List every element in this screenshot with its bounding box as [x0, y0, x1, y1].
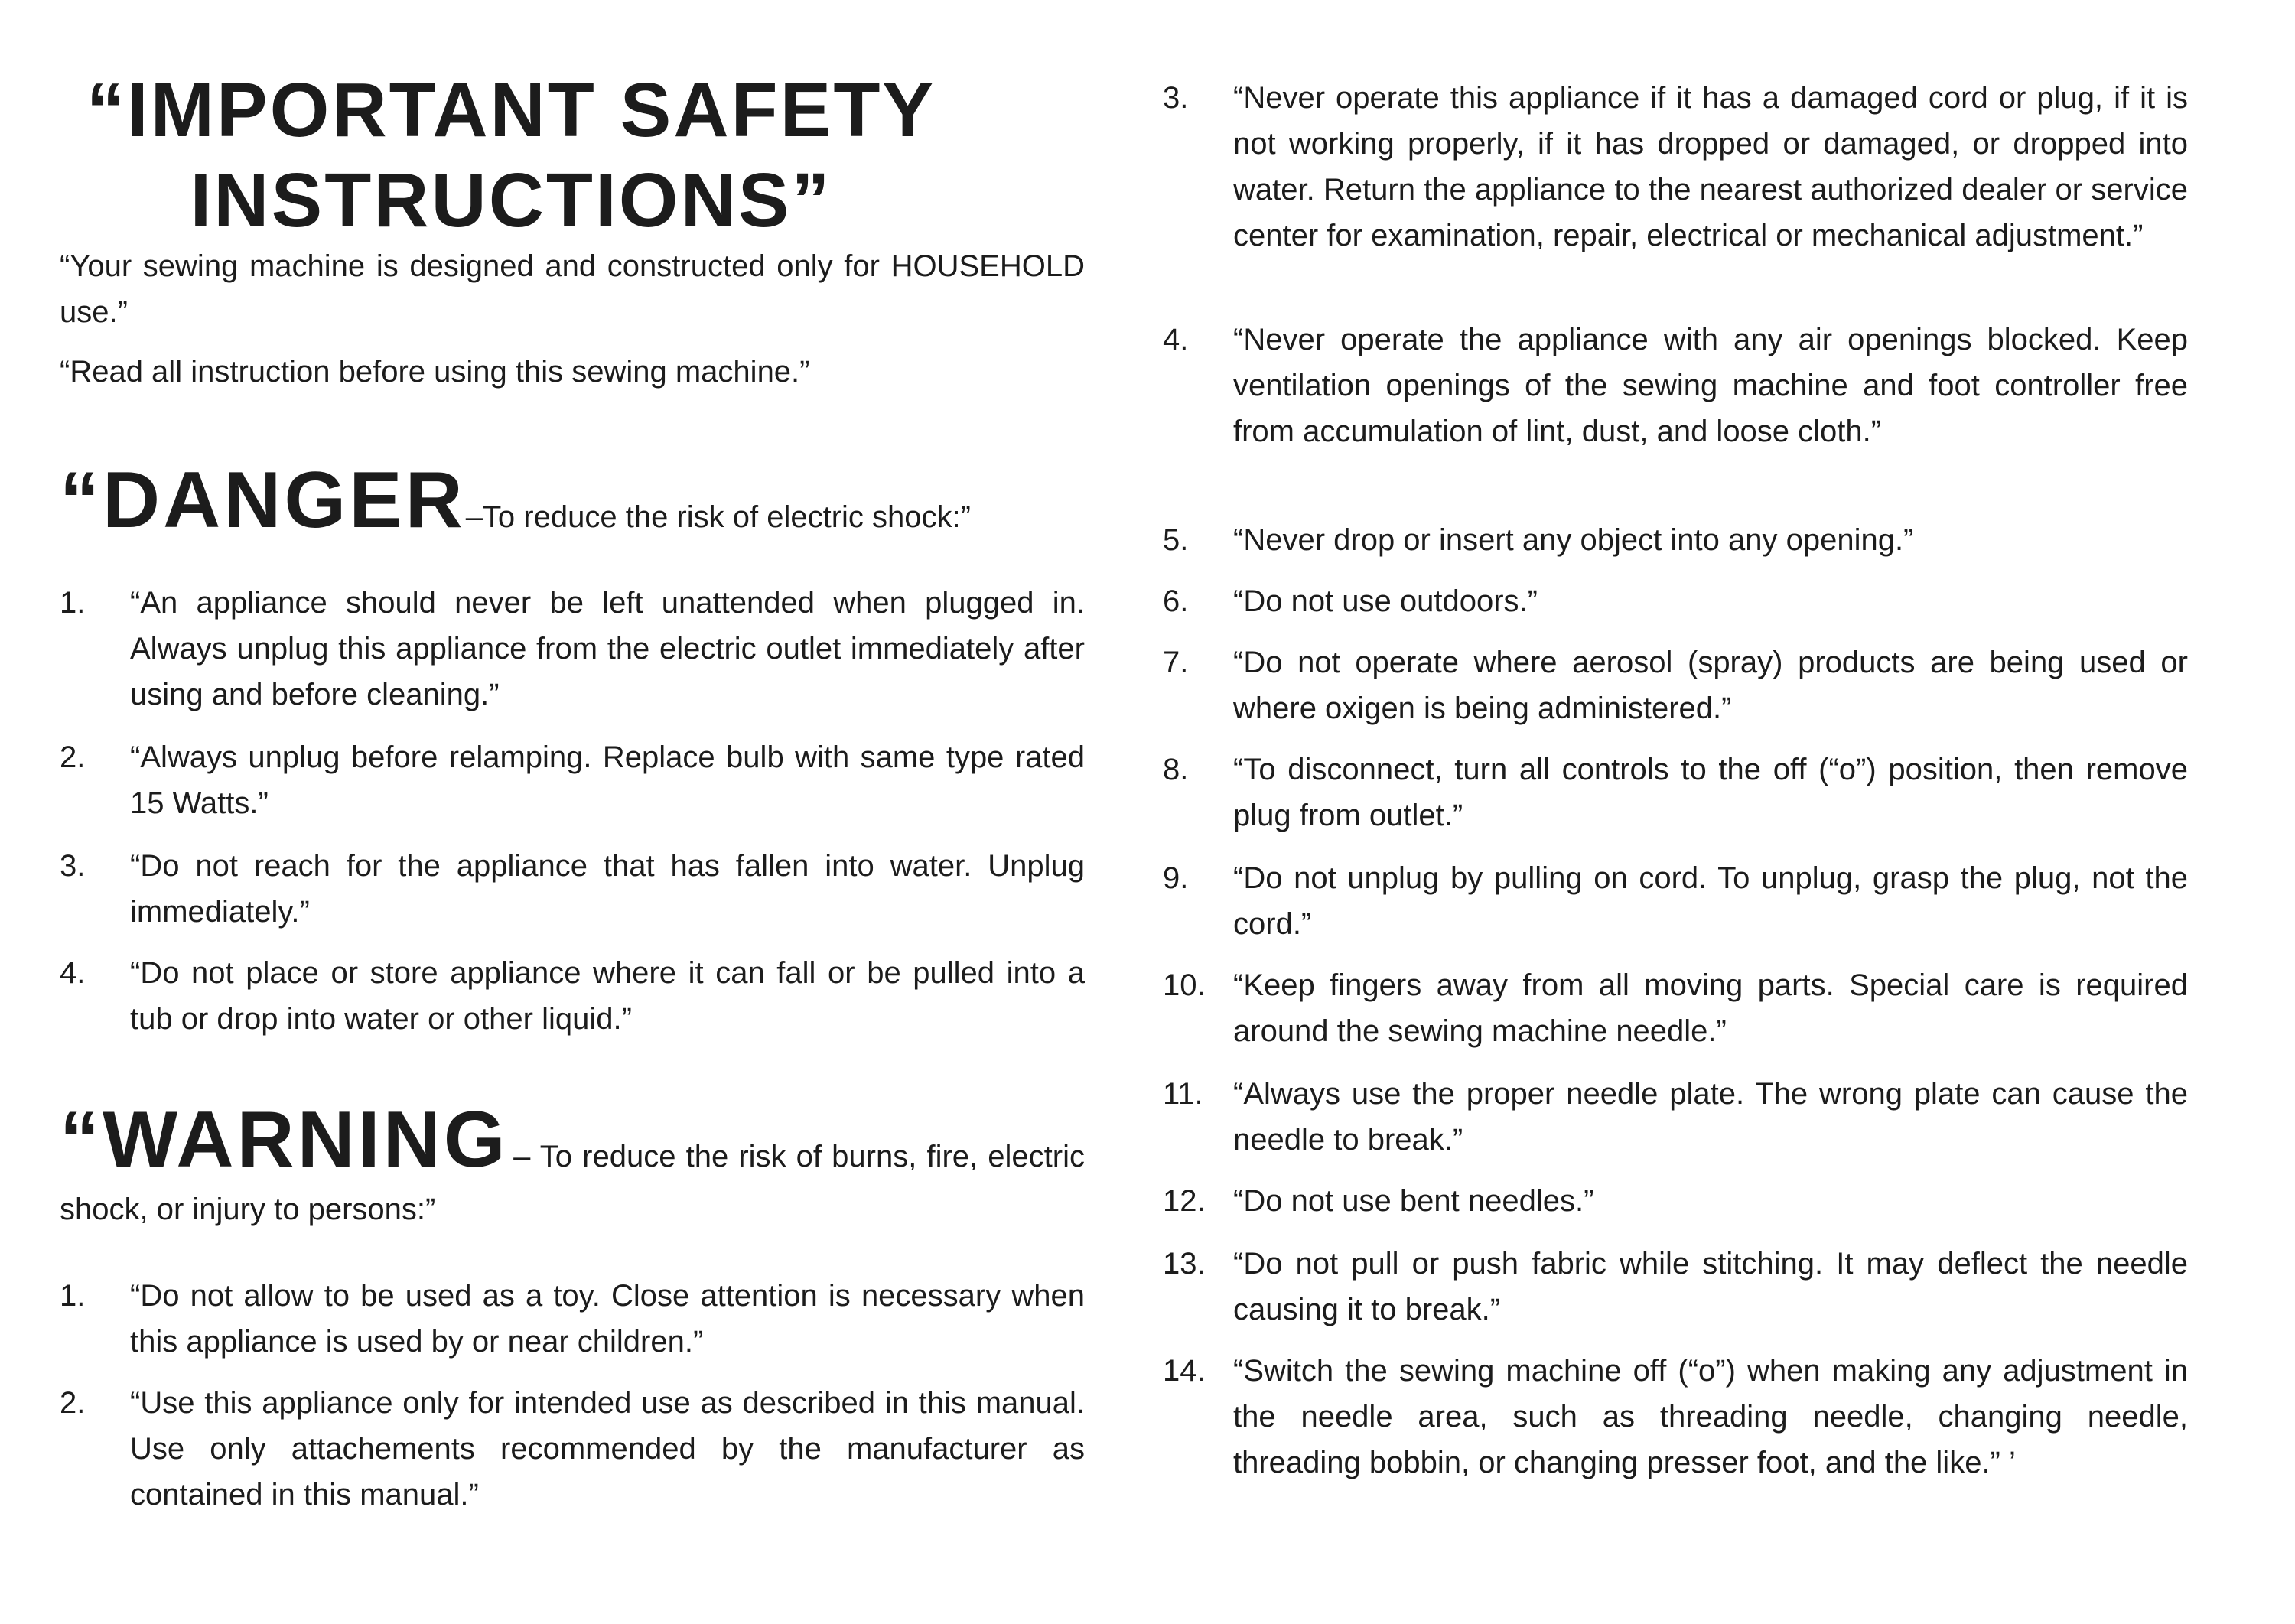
- item-text: “Always unplug before relamping. Replace bulb with same type rated 15 Watts.”: [130, 740, 1085, 820]
- warning-heading-subtitle: – To reduce the risk of burns, fire, electric shock, or injury to persons:”: [60, 1140, 1085, 1226]
- item-number: 8.: [1163, 753, 1189, 786]
- page-title-line-2: INSTRUCTIONS”: [190, 158, 832, 243]
- item-number: 4.: [60, 956, 86, 990]
- intro-read-instructions: “Read all instruction before using this sewing machine.”: [60, 355, 810, 389]
- danger-heading-title: “DANGER: [60, 456, 466, 545]
- item-text: “Do not use bent needles.”: [1233, 1184, 1594, 1218]
- item-number: 5.: [1163, 523, 1189, 557]
- item-number: 14.: [1163, 1354, 1206, 1388]
- item-number: 11.: [1163, 1077, 1203, 1111]
- item-number: 7.: [1163, 646, 1189, 679]
- item-text: “Never operate this appliance if it has a damaged cord or plug, if it is not working properly, if it has dropped or damaged, or dropped into water. Return the appliance to the nearest authorized dealer or service center for examination, repair, electrical or mechanical adjustment.”: [1233, 81, 2188, 252]
- intro-household-use: “Your sewing machine is designed and constructed only for HOUSEHOLD use.”: [60, 249, 1085, 329]
- item-number: 2.: [60, 1386, 86, 1420]
- item-number: 13.: [1163, 1247, 1206, 1281]
- item-text: “Do not allow to be used as a toy. Close attention is necessary when this appliance is used by or near children.”: [130, 1279, 1085, 1359]
- item-number: 12.: [1163, 1184, 1206, 1218]
- item-text: “Use this appliance only for intended use as described in this manual. Use only attachements recommended by the manufacturer as contained in this manual.”: [130, 1386, 1085, 1512]
- item-text: “Do not use outdoors.”: [1233, 584, 1538, 618]
- item-number: 3.: [60, 849, 86, 883]
- item-text: “Keep fingers away from all moving parts. Special care is required around the sewing machine needle.”: [1233, 968, 2188, 1048]
- item-text: “Never operate the appliance with any air openings blocked. Keep ventilation openings of the sewing machine and foot controller free from accumulation of lint, dust, and loose cloth.”: [1233, 323, 2188, 448]
- item-text: “Switch the sewing machine off (“o”) when making any adjustment in the needle area, such as threading needle, changing needle, threading bobbin, or changing presser foot, and the like.” ’: [1233, 1354, 2188, 1479]
- warning-heading-title: “WARNING: [60, 1095, 509, 1184]
- item-number: 9.: [1163, 861, 1189, 895]
- item-number: 2.: [60, 740, 86, 774]
- item-number: 10.: [1163, 968, 1206, 1002]
- item-number: 1.: [60, 586, 86, 620]
- page-title-line-1: “IMPORTANT SAFETY: [86, 67, 936, 153]
- item-text: “Do not unplug by pulling on cord. To unplug, grasp the plug, not the cord.”: [1233, 861, 2188, 941]
- item-text: “Do not operate where aerosol (spray) products are being used or where oxigen is being administered.”: [1233, 646, 2188, 725]
- item-text: “Do not pull or push fabric while stitching. It may deflect the needle causing it to break.”: [1233, 1247, 2188, 1326]
- item-text: “An appliance should never be left unattended when plugged in. Always unplug this appliance from the electric outlet immediately after using and before cleaning.”: [130, 586, 1085, 711]
- item-text: “To disconnect, turn all controls to the off (“o”) position, then remove plug from outlet.”: [1233, 753, 2188, 832]
- item-number: 6.: [1163, 584, 1189, 618]
- item-text: “Always use the proper needle plate. The wrong plate can cause the needle to break.”: [1233, 1077, 2188, 1157]
- item-text: “Do not place or store appliance where it can fall or be pulled into a tub or drop into water or other liquid.”: [130, 956, 1085, 1036]
- item-number: 4.: [1163, 323, 1189, 356]
- warning-heading: [60, 1095, 1085, 1239]
- item-text: “Never drop or insert any object into any opening.”: [1233, 523, 1914, 557]
- danger-heading: [60, 456, 1085, 545]
- item-text: “Do not reach for the appliance that has fallen into water. Unplug immediately.”: [130, 849, 1085, 929]
- item-number: 1.: [60, 1279, 86, 1313]
- danger-heading-subtitle: –To reduce the risk of electric shock:”: [465, 500, 971, 534]
- item-number: 3.: [1163, 81, 1189, 115]
